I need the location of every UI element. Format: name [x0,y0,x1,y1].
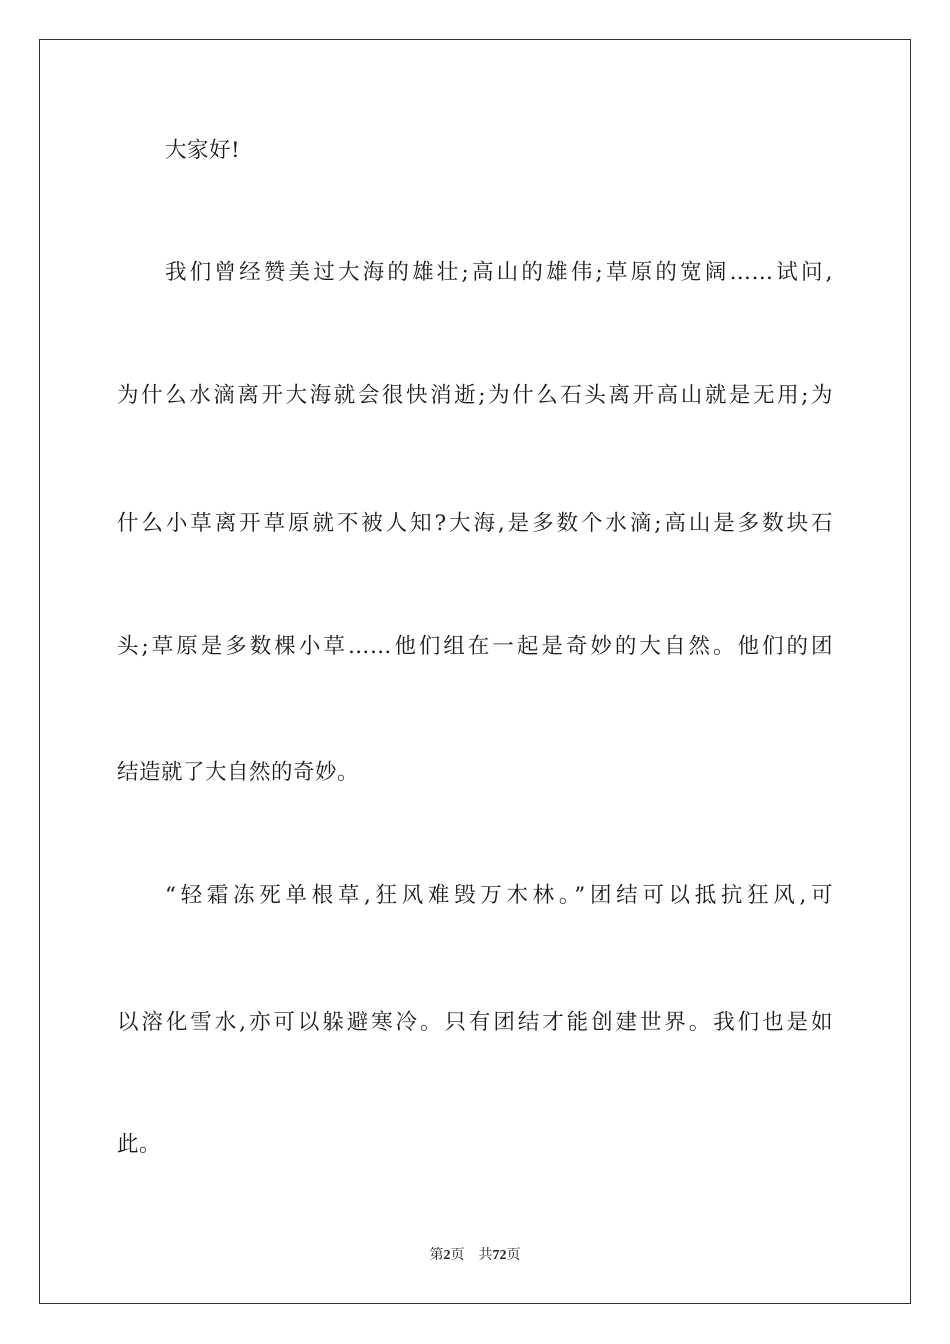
paragraph-2-line-1: “轻霜冻死单根草,狂风难毁万木林。”团结可以抵抗狂风,可 [165,883,833,908]
paragraph-1-line-4: 头;草原是多数棵小草……他们组在一起是奇妙的大自然。他们的团 [117,634,833,659]
paragraph-2-line-2: 以溶化雪水,亦可以躲避寒冷。只有团结才能创建世界。我们也是如 [117,1010,833,1035]
page-current: 2 [443,1248,451,1263]
total-prefix: 共 [478,1248,493,1263]
paragraph-1-line-1: 我们曾经赞美过大海的雄壮;高山的雄伟;草原的宽阔……试问, [165,260,833,285]
greeting-line: 大家好! [165,138,241,163]
paragraph-2-line-3: 此。 [117,1132,162,1157]
page-border [39,39,911,1304]
total-suffix: 页 [506,1248,521,1263]
paragraph-1-line-3: 什么小草离开草原就不被人知?大海,是多数个水滴;高山是多数块石 [117,511,833,536]
paragraph-1-line-2: 为什么水滴离开大海就会很快消逝;为什么石头离开高山就是无用;为 [117,383,833,408]
page-total: 72 [492,1248,507,1263]
page-footer [0,1247,950,1265]
paragraph-1-line-5: 结造就了大自然的奇妙。 [117,760,360,785]
page-prefix: 第 [429,1248,444,1263]
page-suffix: 页 [450,1248,465,1263]
